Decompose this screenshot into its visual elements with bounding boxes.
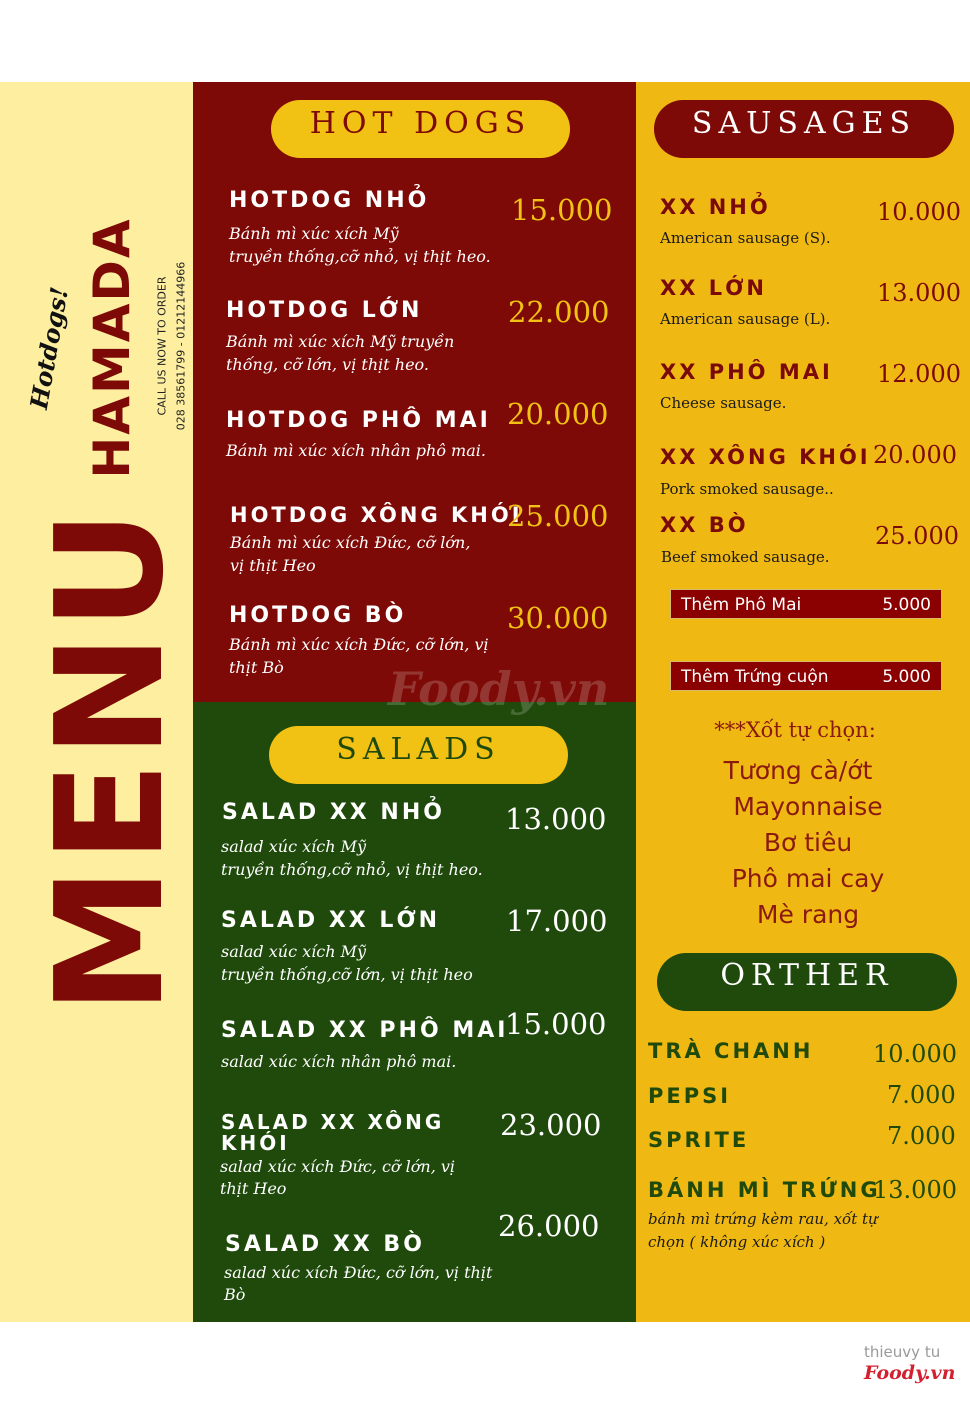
extra-price: 5.000 bbox=[882, 595, 931, 615]
hotdog-item-name: HOTDOG LỚN bbox=[226, 298, 423, 323]
sausage-item-name: XX BÒ bbox=[660, 513, 749, 537]
sauce-option: Bơ tiêu bbox=[763, 828, 853, 857]
sauce-option: Phô mai cay bbox=[731, 864, 885, 893]
hotdog-item-name: HOTDOG PHÔ MAI bbox=[226, 408, 491, 433]
hotdog-item-price: 25.000 bbox=[507, 499, 609, 533]
salad-item-desc: salad xúc xích Mỹ truyền thống,cỡ lớn, vị thịt heo bbox=[221, 942, 473, 984]
sausage-item-price: 20.000 bbox=[873, 441, 957, 469]
sausage-item-name: XX PHÔ MAI bbox=[660, 360, 833, 384]
salad-item-desc: salad xúc xích Mỹ truyền thống,cỡ nhỏ, vị thịt heo. bbox=[221, 837, 483, 879]
extra-cheese-bar bbox=[670, 589, 942, 619]
hotdog-item-name: HOTDOG NHỎ bbox=[229, 188, 430, 213]
sausage-item-desc: Cheese sausage. bbox=[660, 394, 787, 412]
salad-item-name: SALAD XX XÔNG KHÓI bbox=[221, 1110, 445, 1155]
other-item-name: PEPSI bbox=[648, 1084, 732, 1108]
salad-item-desc: salad xúc xích nhân phô mai. bbox=[221, 1052, 457, 1071]
salad-item-price: 17.000 bbox=[506, 904, 608, 938]
hotdog-item-desc: Bánh mì xúc xích Mỹ truyền thống,cỡ nhỏ, vị thịt heo. bbox=[229, 224, 491, 266]
hotdog-item-desc: Bánh mì xúc xích Đức, cỡ lớn, vị thịt Bò bbox=[229, 635, 489, 677]
hotdog-item-price: 15.000 bbox=[511, 193, 613, 227]
other-item-name: SPRITE bbox=[648, 1128, 750, 1152]
sausage-item-desc: American sausage (L). bbox=[660, 310, 831, 328]
hotdog-item-price: 22.000 bbox=[508, 295, 610, 329]
phone-numbers: 028 38561799 - 01212144966 bbox=[174, 261, 188, 431]
other-item-price: 7.000 bbox=[887, 1122, 956, 1150]
salad-item-price: 26.000 bbox=[498, 1209, 600, 1243]
hotdogs-script-tag: Hotdogs! bbox=[24, 284, 74, 412]
hotdogs-title: HOT DOGS bbox=[271, 100, 570, 158]
hotdog-item-desc: Bánh mì xúc xích Đức, cỡ lớn, vị thịt Heo bbox=[230, 533, 471, 575]
other-title: ORTHER bbox=[657, 953, 957, 1011]
extra-label: Thêm Phô Mai bbox=[681, 595, 802, 615]
sausages-title: SAUSAGES bbox=[654, 100, 954, 158]
salad-item-desc: salad xúc xích Đức, cỡ lớn, vị thịt Heo bbox=[220, 1157, 456, 1198]
sauce-heading: ***Xốt tự chọn: bbox=[714, 718, 876, 742]
other-item-price: 13.000 bbox=[873, 1176, 957, 1204]
sausage-item-name: XX XÔNG KHÓI bbox=[660, 445, 871, 469]
sausage-item-name: XX LỚN bbox=[660, 276, 767, 300]
salad-item-name: SALAD XX BÒ bbox=[225, 1232, 425, 1257]
hotdog-item-desc: Bánh mì xúc xích Mỹ truyền thống, cỡ lớn, vị thịt heo. bbox=[226, 332, 455, 374]
sausage-item-price: 13.000 bbox=[877, 279, 961, 307]
other-item-price: 7.000 bbox=[887, 1081, 956, 1109]
sausage-item-name: XX NHỎ bbox=[660, 195, 771, 219]
salad-item-price: 23.000 bbox=[500, 1108, 602, 1142]
credit-author: thieuvy tu bbox=[864, 1343, 941, 1361]
hotdog-item-price: 20.000 bbox=[507, 397, 609, 431]
salad-item-name: SALAD XX NHỎ bbox=[222, 800, 445, 825]
salad-item-price: 15.000 bbox=[505, 1007, 607, 1041]
salads-title: SALADS bbox=[269, 726, 568, 784]
hotdog-item-price: 30.000 bbox=[507, 601, 609, 635]
other-item-price: 10.000 bbox=[873, 1040, 957, 1068]
other-item-name: BÁNH MÌ TRỨNG bbox=[648, 1178, 881, 1202]
sausage-item-desc: Pork smoked sausage.. bbox=[660, 480, 834, 498]
other-item-desc: bánh mì trứng kèm rau, xốt tự chọn ( không xúc xích ) bbox=[648, 1210, 878, 1251]
extra-label: Thêm Trứng cuộn bbox=[681, 667, 829, 687]
sausage-item-desc: American sausage (S). bbox=[660, 229, 831, 247]
extra-egg-bar bbox=[670, 661, 942, 691]
foody-watermark: Foody.vn bbox=[388, 662, 610, 716]
hotdog-item-name: HOTDOG XÔNG KHÓI bbox=[230, 503, 523, 527]
salad-item-price: 13.000 bbox=[505, 802, 607, 836]
sausage-item-price: 25.000 bbox=[875, 522, 959, 550]
salad-item-name: SALAD XX LỚN bbox=[221, 908, 441, 933]
menu-word: MENU bbox=[24, 505, 196, 1015]
salad-item-name: SALAD XX PHÔ MAI bbox=[221, 1018, 509, 1043]
extra-price: 5.000 bbox=[882, 667, 931, 687]
hotdog-item-name: HOTDOG BÒ bbox=[229, 603, 407, 628]
sauce-option: Mè rang bbox=[756, 900, 860, 929]
foody-logo: Foody.vn bbox=[864, 1362, 956, 1384]
call-to-order: CALL US NOW TO ORDER bbox=[155, 276, 169, 416]
sausage-item-price: 10.000 bbox=[877, 198, 961, 226]
sausage-item-desc: Beef smoked sausage. bbox=[661, 548, 830, 566]
sauce-option: Mayonnaise bbox=[733, 792, 883, 821]
sausage-item-price: 12.000 bbox=[877, 360, 961, 388]
hotdog-item-desc: Bánh mì xúc xích nhân phô mai. bbox=[226, 441, 486, 460]
sauce-option: Tương cà/ớt bbox=[723, 756, 873, 785]
other-item-name: TRÀ CHANH bbox=[648, 1039, 814, 1063]
salad-item-desc: salad xúc xích Đức, cỡ lớn, vị thịt Bò bbox=[224, 1263, 493, 1304]
brand-name: HAMADA bbox=[83, 217, 141, 479]
